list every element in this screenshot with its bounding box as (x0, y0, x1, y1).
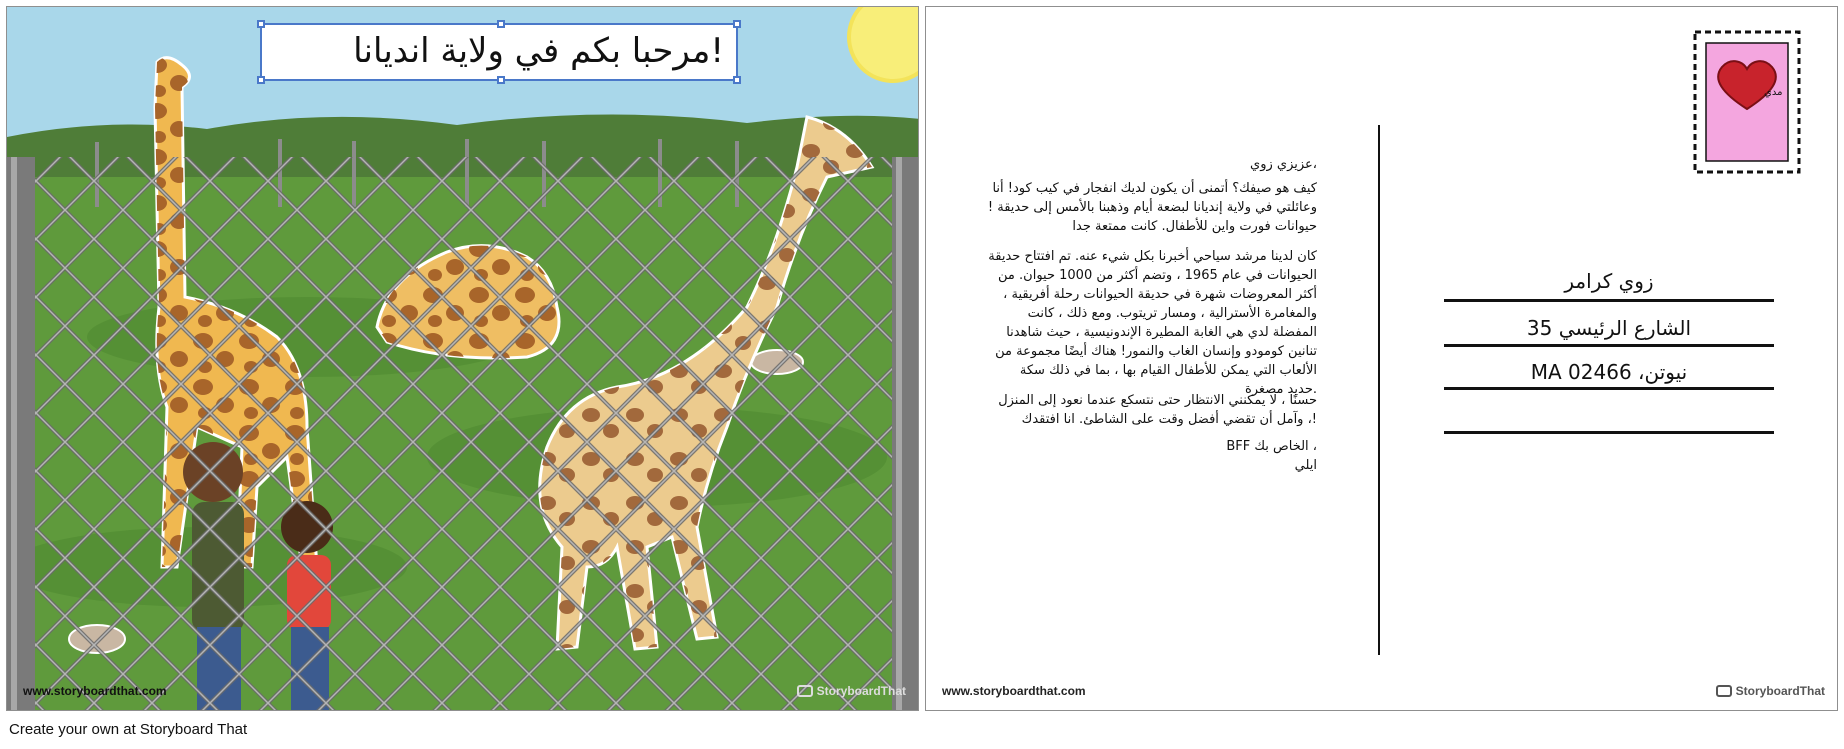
watermark-brand-label: StoryboardThat (1735, 684, 1825, 698)
resize-handle-bottom-left[interactable] (257, 76, 265, 84)
resize-handle-top-middle[interactable] (497, 20, 505, 28)
paragraph-2-text: كان لدينا مرشد سياحي أخبرنا بكل شيء عنه. تم افتتاح حديقة الحيوانات في عام 1965 ، وتضم أكثر من 1000 حيوان. من أكثر المعروضات شهرة في حديقة الحيوانات رحلة أفريقية ، والمغامرة الأسترالية ، ومسار تريتوب. ومع ذلك ، كانت المفضلة لدي هي الغابة المطيرة الإندونيسية ، حيث شاهدنا تنانين كومودو وإنسان الغاب والنمور! هناك أيضًا مجموعة من الألعاب التي يمكن للأطفال القيام بها ، بما في ذلك سكة .حديد مصغرة (988, 249, 1317, 397)
resize-handle-top-right[interactable] (733, 20, 741, 28)
postage-stamp (1692, 29, 1802, 175)
postcard-title-box[interactable] (260, 23, 738, 81)
letter-paragraph-1 (987, 179, 1317, 236)
watermark-url: www.storyboardthat.com (942, 684, 1086, 698)
signature-text: ايلي (1294, 458, 1317, 473)
scene-panel (6, 6, 919, 711)
closing-text: ، الخاص بك BFF (1226, 439, 1317, 454)
postcard-back-panel (925, 6, 1838, 711)
resize-handle-bottom-middle[interactable] (497, 76, 505, 84)
footer-link[interactable]: Create your own at Storyboard That (9, 721, 248, 738)
address-name: زوي كرامر (1564, 269, 1654, 293)
postcard-title: !مرحبا بكم في ولاية انديانا (353, 31, 724, 71)
letter-closing (987, 437, 1317, 475)
address-city: نيوتن، MA 02466 (1530, 360, 1688, 384)
paragraph-3-text: حسنًا ، لا يمكنني الانتظار حتى نتسكع عندما نعود إلى المنزل !، وآمل أن تقضي أفضل وقت على الشاطئ. انا افتقدك (998, 393, 1317, 427)
storyboardthat-logo-icon (1716, 685, 1732, 697)
watermark-url: www.storyboardthat.com (23, 684, 167, 698)
letter-paragraph-2 (987, 247, 1317, 399)
zoo-scene-illustration (7, 7, 919, 711)
paragraph-1-text: كيف هو صيفك؟ أتمنى أن يكون لديك انفجار في كيب كود! أنا وعائلتي في ولاية إنديانا لبضعة أيام وذهبنا بالأمس إلى حديقة !حيوانات فورت واين للأطفال. كانت ممتعة جدا (987, 181, 1317, 234)
address-line-4 (1444, 431, 1774, 434)
watermark-brand (1716, 684, 1825, 698)
letter-paragraph-3 (987, 391, 1317, 429)
letter-greeting (987, 155, 1317, 174)
resize-handle-top-left[interactable] (257, 20, 265, 28)
address-line-1 (1444, 299, 1774, 302)
address-line-2 (1444, 344, 1774, 347)
postcard-divider (1378, 125, 1380, 655)
greeting-text: ،عزيزي زوي (1250, 157, 1317, 172)
stamp-text: مدي (1764, 87, 1783, 98)
address-line-3 (1444, 387, 1774, 390)
address-street: الشارع الرئيسي 35 (1526, 316, 1692, 340)
watermark-brand-label: StoryboardThat (816, 684, 906, 698)
watermark-brand (797, 684, 906, 698)
storyboardthat-logo-icon (797, 685, 813, 697)
resize-handle-bottom-right[interactable] (733, 76, 741, 84)
